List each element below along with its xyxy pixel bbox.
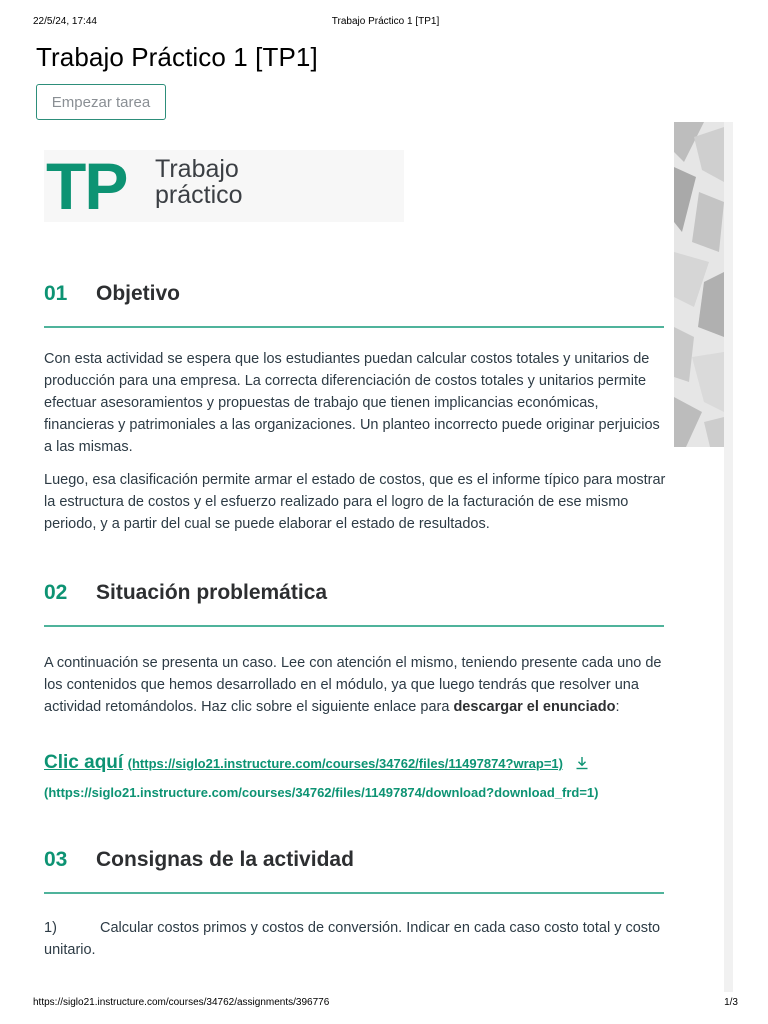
- task-number: 1): [44, 920, 57, 936]
- problem-paragraph: [44, 652, 670, 718]
- section-objective-header: [44, 282, 664, 328]
- section-title: Situación problemática: [96, 581, 328, 604]
- print-datetime: 22/5/24, 17:44: [33, 16, 97, 27]
- section-problem-header: [44, 581, 664, 627]
- file-preview-link[interactable]: (https://siglo21.instructure.com/courses/34762/files/11497874?wrap=1): [127, 756, 563, 771]
- tp-banner: [44, 150, 404, 222]
- print-footer: [33, 997, 738, 1011]
- section-title: Objetivo: [96, 282, 181, 305]
- page-title: Trabajo Práctico 1 [TP1]: [36, 42, 318, 72]
- tp-banner-words: [155, 156, 243, 208]
- clic-aqui-link[interactable]: Clic aquí: [44, 752, 124, 773]
- print-header: [33, 16, 738, 30]
- section-number: 02: [44, 581, 68, 604]
- print-footer-url: https://siglo21.instructure.com/courses/34762/assignments/396776: [33, 997, 330, 1008]
- section-title: Consignas de la actividad: [96, 848, 354, 871]
- section-tasks-header: [44, 848, 664, 894]
- task-text: Calcular costos primos y costos de conversión. Indicar en cada caso costo total y costo unitario.: [44, 920, 661, 958]
- download-link-row: [44, 752, 664, 774]
- download-icon[interactable]: [575, 756, 589, 770]
- problem-paragraph-bold: descargar el enunciado: [453, 699, 616, 715]
- tp-banner-word-1: Trabajo: [155, 155, 239, 183]
- section-number: 01: [44, 282, 68, 305]
- tp-logo-text: TP: [46, 149, 127, 223]
- task-item: [44, 917, 670, 961]
- start-assignment-button[interactable]: Empezar tarea: [36, 84, 166, 120]
- section-number: 03: [44, 848, 68, 871]
- problem-paragraph-end: :: [615, 699, 620, 715]
- print-page-number: 1/3: [724, 997, 738, 1008]
- print-title: Trabajo Práctico 1 [TP1]: [331, 16, 440, 27]
- objective-paragraph-1: Con esta actividad se espera que los estudiantes puedan calcular costos totales y unitarios de producción para una empresa. La correcta diferenciación de costos totales y unitarios permite efectuar asesoramientos y propuestas de trabajo que tienen implicancias económicas, financieras y patrimoniales a las organizaciones. Un planteo incorrecto puede originar perjuicios a las mismas.: [44, 351, 660, 455]
- file-download-link[interactable]: (https://siglo21.instructure.com/courses/34762/files/11497874/download?download_frd=1): [44, 785, 599, 800]
- scrollbar[interactable]: [724, 122, 733, 992]
- objective-paragraph-2: Luego, esa clasificación permite armar el estado de costos, que es el informe típico para mostrar la estructura de costos y el esfuerzo realizado para el logro de la facturación de ese mismo periodo, y a partir del cual se puede elaborar el estado de resultados.: [44, 472, 666, 532]
- tp-banner-word-2: práctico: [155, 181, 243, 209]
- decorative-side-image: [674, 122, 724, 447]
- problem-paragraph-text: A continuación se presenta un caso. Lee con atención el mismo, teniendo presente cada uno de los contenidos que hemos desarrollado en el módulo, ya que luego tendrás que resolver una actividad retomándolos. Haz clic sobre el siguiente enlace para: [44, 655, 662, 715]
